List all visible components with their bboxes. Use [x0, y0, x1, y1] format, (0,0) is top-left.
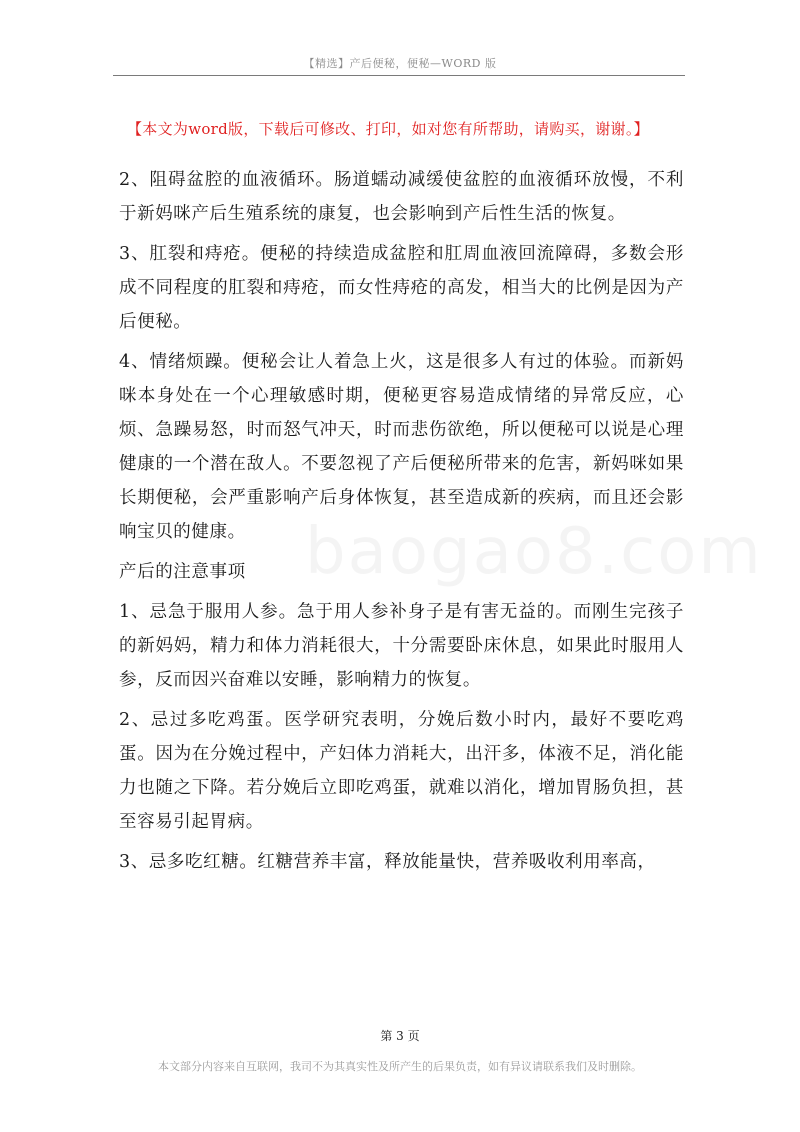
- paragraph-ginseng: 1、忌急于服用人参。急于用人参补身子是有害无益的。而刚生完孩子的新妈妈，精力和体力消耗很大，十分需要卧床休息，如果此时服用人参，反而因兴奋难以安睡，影响精力的恢复。: [119, 602, 684, 690]
- paragraph-anal-fissure: 3、肛裂和痔疮。便秘的持续造成盆腔和肛周血液回流障碍，多数会形成不同程度的肛裂和痔疮，而女性痔疮的高发，相当大的比例是因为产后便秘。: [119, 244, 684, 332]
- section-heading-precautions: 产后的注意事项: [119, 562, 246, 582]
- paragraph-brown-sugar: 3、忌多吃红糖。红糖营养丰富，释放能量快，营养吸收利用率高，: [119, 852, 656, 872]
- page-number: 第 3 页: [380, 1029, 420, 1043]
- page-header: 【精选】产后便秘，便秘—WORD 版: [303, 57, 497, 70]
- paragraph-pelvic-circulation: 2、阻碍盆腔的血液循环。肠道蠕动减缓使盆腔的血液循环放慢，不利于新妈咪产后生殖系统的康复，也会影响到产后性生活的恢复。: [119, 170, 684, 224]
- document-body: [119, 163, 684, 885]
- purchase-notice: 【本文为word版，下载后可修改、打印，如对您有所帮助，请购买，谢谢。】: [127, 120, 649, 138]
- paragraph-irritability: 4、情绪烦躁。便秘会让人着急上火，这是很多人有过的体验。而新妈咪本身处在一个心理敏感时期，便秘更容易造成情绪的异常反应，心烦、急躁易怒，时而怒气冲天，时而悲伤欲绝，所以便秘可以说是心理健康的一个潜在敌人。不要忽视了产后便秘所带来的危害，新妈咪如果长期便秘，会严重影响产后身体恢复，甚至造成新的疾病，而且还会影响宝贝的健康。: [119, 352, 684, 542]
- footer-disclaimer: 本文部分内容来自互联网，我司不为其真实性及所产生的后果负责，如有异议请联系我们及时删除。: [158, 1060, 642, 1073]
- header-divider: [113, 75, 685, 76]
- paragraph-eggs: 2、忌过多吃鸡蛋。医学研究表明，分娩后数小时内，最好不要吃鸡蛋。因为在分娩过程中，产妇体力消耗大，出汗多，体液不足，消化能力也随之下降。若分娩后立即吃鸡蛋，就难以消化，增加胃肠负担，甚至容易引起胃病。: [119, 710, 684, 832]
